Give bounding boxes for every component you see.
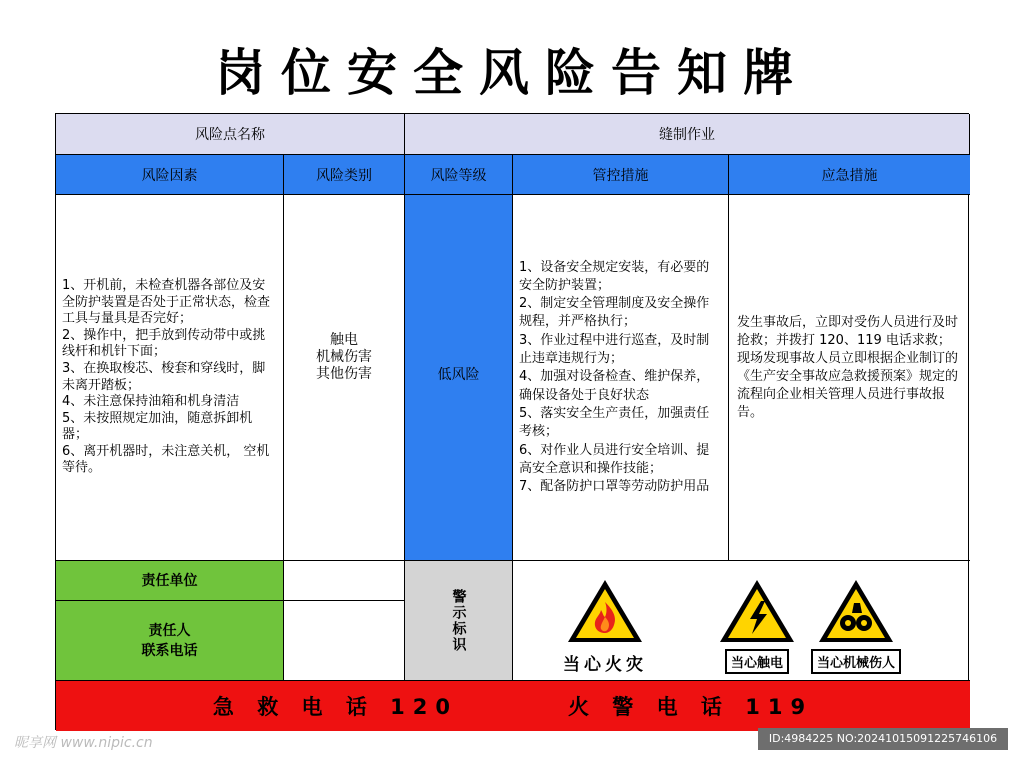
risk-factor-item: 3、在换取梭芯、梭套和穿线时，脚未离开踏板； — [62, 360, 266, 393]
risk-category-item: 触电 — [330, 332, 358, 348]
control-measure-item: 3、作业过程中进行巡查，及时制止违章违规行为； — [519, 332, 710, 367]
mechanical-sign — [811, 577, 901, 674]
page-title: 岗位安全风险告知牌 — [215, 44, 809, 102]
risk-category-item: 其他伤害 — [316, 366, 372, 382]
warning-label-cell — [405, 561, 513, 681]
risk-category-cell — [284, 195, 405, 561]
risk-factors-cell — [56, 195, 284, 561]
sign-caption: 当心火灾 — [559, 649, 651, 676]
header-control: 管控措施 — [513, 155, 729, 195]
risk-factor-item: 5、未按照规定加油，随意拆卸机器； — [62, 410, 253, 443]
control-measure-item: 5、落实安全生产责任，加强责任考核； — [519, 405, 710, 440]
control-measure-item: 7、配备防护口罩等劳动防护用品 — [519, 479, 710, 495]
risk-level-cell — [405, 195, 513, 561]
responsible-person-label — [56, 601, 284, 681]
warning-label: 警示标识 — [450, 588, 467, 653]
emergency-measures-cell — [729, 195, 970, 561]
warning-signs-cell — [513, 561, 970, 681]
responsible-unit-value — [284, 561, 405, 601]
risk-point-value: 缝制作业 — [405, 114, 970, 155]
responsible-person-value — [284, 601, 405, 681]
watermark-site: 昵享网 www.nipic.cn — [14, 735, 153, 751]
contact-phone-text: 联系电话 — [141, 642, 198, 659]
control-measure-item: 1、设备安全规定安装，有必要的安全防护装置； — [519, 259, 710, 293]
sign-caption: 当心机械伤人 — [811, 649, 901, 674]
risk-factor-item: 1、开机前，未检查机器各部位及安全防护装置是否处于正常状态，检查工具与量具是否完好； — [62, 277, 271, 327]
mechanical-injury-warning-icon — [816, 577, 896, 645]
emergency-phone-bar — [56, 681, 970, 731]
watermark-id: ID:4984225 NO:20241015091225746106 — [758, 728, 1008, 750]
risk-level-value: 低风险 — [437, 366, 480, 383]
fire-sign — [559, 577, 651, 676]
fire-alarm-phone: 火 警 电 话 119 — [568, 695, 814, 719]
risk-factor-item: 2、操作中，把手放到传动带中或挑线杆和机针下面； — [62, 327, 266, 360]
electric-shock-warning-icon — [717, 577, 797, 645]
electric-sign — [717, 577, 797, 674]
emergency-measures-text: 发生事故后，立即对受伤人员进行及时抢救；并拨打 120、119 电话求救；现场发现事故人员立即根据企业制订的《生产安全事故应急救援预案》规定的流程向企业相关管理人员进行事故报告。 — [737, 314, 959, 420]
header-factors: 风险因素 — [56, 155, 284, 195]
sign-caption: 当心触电 — [725, 649, 789, 674]
fire-warning-icon — [565, 577, 645, 645]
risk-point-label: 风险点名称 — [56, 114, 405, 155]
control-measure-item: 4、加强对设备检查、维护保养，确保设备处于良好状态 — [519, 369, 710, 403]
control-measure-item: 6、对作业人员进行安全培训、提高安全意识和操作技能； — [519, 442, 710, 476]
header-emergency: 应急措施 — [729, 155, 970, 195]
risk-factor-item: 4、未注意保持油箱和机身清洁 — [62, 394, 240, 410]
responsible-unit-label: 责任单位 — [56, 561, 284, 601]
risk-notice-table — [55, 113, 969, 730]
first-aid-phone: 急 救 电 话 120 — [212, 695, 458, 719]
control-measure-item: 2、制定安全管理制度及安全操作规程，并严格执行； — [519, 296, 710, 330]
header-level: 风险等级 — [405, 155, 513, 195]
header-category: 风险类别 — [284, 155, 405, 195]
control-measures-cell — [513, 195, 729, 561]
risk-category-item: 机械伤害 — [316, 349, 372, 365]
responsible-person-text: 责任人 — [148, 622, 191, 639]
risk-factor-item: 6、离开机器时，未注意关机， 空机等待。 — [62, 443, 270, 476]
